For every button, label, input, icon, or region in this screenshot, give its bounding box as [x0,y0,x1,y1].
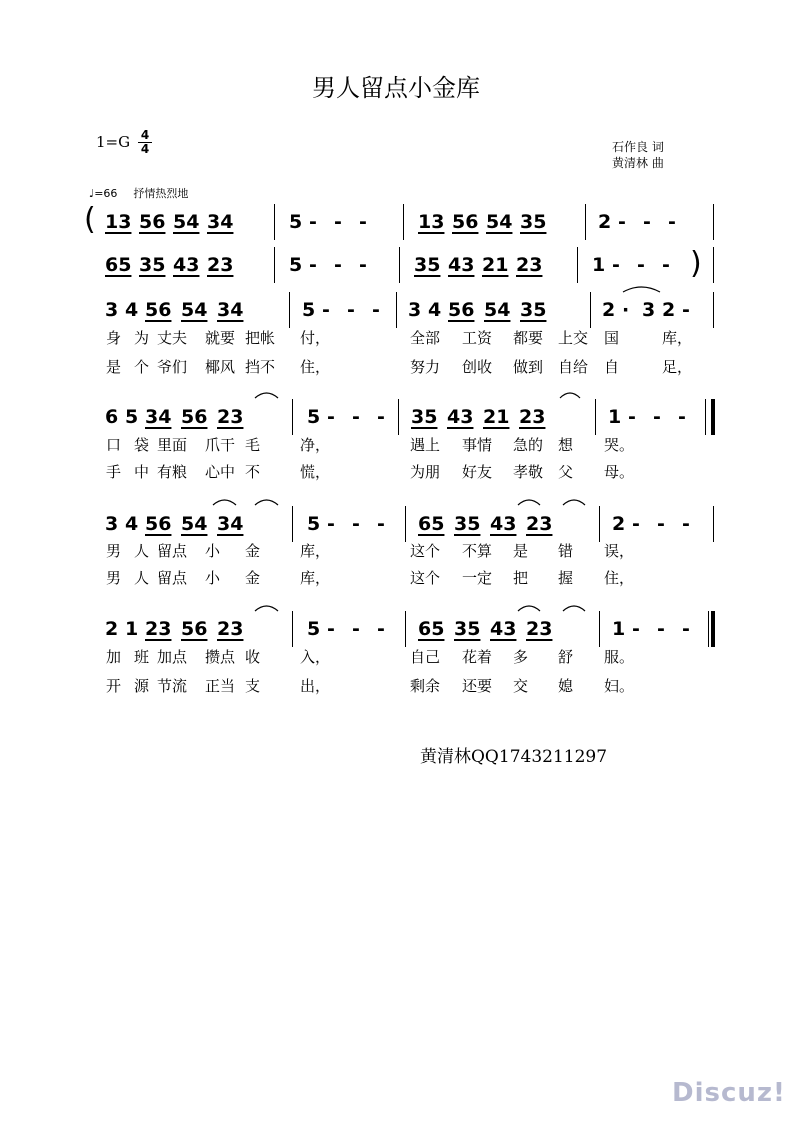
note [181,405,207,429]
note: 3 [105,299,119,321]
note: - [682,299,690,321]
slur-arc [255,500,278,505]
note: 5 [307,618,321,640]
expression-marking: 抒情热烈地 [133,187,189,200]
note: - [643,211,651,233]
beamed-notes: 23 [207,254,234,276]
lyric-word: 事情 [462,436,493,454]
note: - [682,618,690,640]
lyric-word: 都要 [513,329,544,347]
lyric-word: 父 [558,463,574,481]
lyric-word: 剩余 [410,677,441,695]
note: 2 [612,513,626,535]
note: - [668,211,676,233]
note: - [327,513,335,535]
lyricist-credit: 石作良 词 [612,140,664,154]
bar-line [705,399,706,435]
lyric-word: 母。 [604,463,635,481]
note: 4 [428,299,442,321]
note [484,298,510,322]
beamed-notes: 56 [139,211,166,233]
lyric-word: 交 [513,677,529,695]
bar-line [405,611,406,647]
lyric-word: 开 [106,677,122,695]
note: 3 [408,299,422,321]
note: - [377,618,385,640]
note: - [309,254,317,276]
lyric-word: 这个 [410,569,441,587]
time-signature [138,129,152,156]
note: - [682,513,690,535]
lyric-word: 源 [134,677,150,695]
bar-line [713,204,714,240]
note: - [377,406,385,428]
lyric-word: 急的 [513,436,544,454]
note [447,405,473,429]
bar-line [599,611,600,647]
lyric-word: 想 [558,436,574,454]
note [411,405,437,429]
repeat-open-paren: ( [84,202,96,237]
beamed-notes: 35 [411,406,438,428]
bar-line [713,247,714,283]
lyric-word: 库， [662,329,693,347]
slur-arc [255,393,278,398]
bar-line [595,399,596,435]
beamed-notes: 43 [447,406,474,428]
time-signature-bottom: 4 [140,142,150,156]
beamed-notes: 35 [414,254,441,276]
beamed-notes: 35 [454,513,481,535]
lyric-word: 人 [134,542,150,560]
note [490,512,516,536]
beamed-notes: 34 [217,513,244,535]
note: - [327,406,335,428]
composer-credit: 黄清林 曲 [612,156,664,170]
note: 2 [598,211,612,233]
beamed-notes: 65 [418,513,445,535]
note-group [418,210,444,234]
tempo-marking: ♩=66 [89,187,118,200]
lyric-word: 慌， [300,463,331,481]
watermark: Discuz! [672,1078,786,1108]
lyric-word: 为 [134,329,150,347]
beamed-notes: 56 [452,211,479,233]
lyric-word: 人 [134,569,150,587]
beamed-notes: 34 [217,299,244,321]
lyric-word: 花着 [462,648,493,666]
note: 2 [602,299,616,321]
note [145,512,171,536]
note: - [657,618,665,640]
signature: 黄清林QQ1743211297 [420,747,608,767]
bar-line [274,204,275,240]
lyric-word: 服。 [604,648,635,666]
lyric-word: 自给 [558,358,589,376]
bar-line [292,506,293,542]
lyric-word: 握 [558,569,574,587]
note: - [632,618,640,640]
note [490,617,516,641]
lyric-word: 工资 [462,329,493,347]
lyric-word: 身 [106,329,122,347]
note: - [653,406,661,428]
note-group [516,253,542,277]
lyric-word: 男 [106,542,122,560]
note: 3 [105,513,119,535]
slur-arc [563,606,585,611]
note-group [414,253,440,277]
lyric-word: 留点 [157,569,188,587]
beamed-notes: 56 [181,406,208,428]
bar-line [403,204,404,240]
bar-line [292,611,293,647]
note: - [377,513,385,535]
note: 4 [125,513,139,535]
note-group [207,253,233,277]
note-group [105,210,131,234]
beamed-notes: 56 [145,299,172,321]
lyric-word: 就要 [205,329,236,347]
bar-line [713,506,714,542]
note-group [207,210,233,234]
lyric-word: 孝敬 [513,463,544,481]
lyric-word: 国 [604,329,620,347]
note [181,512,207,536]
note [526,617,552,641]
lyric-word: 舒 [558,648,574,666]
beamed-notes: 65 [105,254,132,276]
lyric-word: 做到 [513,358,544,376]
note: 4 [125,299,139,321]
note: 1 [125,618,139,640]
note: - [372,299,380,321]
beamed-notes: 35 [454,618,481,640]
beamed-notes: 35 [520,299,547,321]
note: - [618,211,626,233]
note: - [657,513,665,535]
bar-line [405,506,406,542]
note [217,405,243,429]
note [181,298,207,322]
beamed-notes: 43 [173,254,200,276]
note [217,617,243,641]
note: - [352,618,360,640]
bar-line [399,247,400,283]
slur-arc [518,500,540,505]
beamed-notes: 54 [173,211,200,233]
bar-line [713,292,714,328]
key-signature: 1=G [96,133,131,151]
bar-line [599,506,600,542]
note: 1 [592,254,606,276]
lyric-word: 爷们 [157,358,188,376]
note: 2 [662,299,676,321]
lyric-word: 为朋 [410,463,441,481]
note: 1 [608,406,622,428]
beamed-notes: 35 [139,254,166,276]
lyric-word: 有粮 [157,463,188,481]
beamed-notes: 23 [217,618,244,640]
bar-line [585,204,586,240]
lyric-word: 丈夫 [157,329,188,347]
beamed-notes: 65 [418,618,445,640]
beamed-notes: 43 [448,254,475,276]
note [418,617,444,641]
beamed-notes: 23 [145,618,172,640]
note-group [448,253,474,277]
lyric-word: 金 [245,542,261,560]
slur-arc [563,500,585,505]
note: 1 [612,618,626,640]
lyric-word: 支 [245,677,261,695]
lyric-word: 库， [300,542,331,560]
lyric-word: 个 [134,358,150,376]
note: - [662,254,670,276]
beamed-notes: 56 [145,513,172,535]
beamed-notes: 54 [484,299,511,321]
lyric-word: 挡不 [245,358,276,376]
slur-arc [518,606,540,611]
note-group [452,210,478,234]
note [454,512,480,536]
note: - [352,513,360,535]
note [217,298,243,322]
note: · [622,299,630,321]
lyric-word: 媳 [558,677,574,695]
note: 5 [289,211,303,233]
repeat-end-bar [711,399,715,435]
lyric-word: 误， [604,542,635,560]
note: - [309,211,317,233]
lyric-word: 这个 [410,542,441,560]
note: - [612,254,620,276]
beamed-notes: 43 [490,618,517,640]
note: 5 [289,254,303,276]
lyric-word: 多 [513,648,529,666]
song-title: 男人留点小金库 [312,74,480,102]
beamed-notes: 35 [520,211,547,233]
note: - [352,406,360,428]
beamed-notes: 13 [105,211,132,233]
lyric-word: 里面 [157,436,188,454]
note: 6 [105,406,119,428]
note [145,405,171,429]
lyric-word: 男 [106,569,122,587]
beamed-notes: 23 [526,618,553,640]
note-group [105,253,131,277]
time-signature-top: 4 [138,129,152,143]
note: 5 [307,406,321,428]
slur-arc [213,500,236,505]
beamed-notes: 43 [490,513,517,535]
lyric-word: 把帐 [245,329,276,347]
lyric-word: 不算 [462,542,493,560]
lyric-word: 金 [245,569,261,587]
lyric-word: 毛 [245,436,261,454]
beamed-notes: 56 [181,618,208,640]
lyric-word: 小 [205,569,221,587]
beamed-notes: 54 [181,299,208,321]
lyric-word: 遇上 [410,436,441,454]
note-group [520,210,546,234]
beamed-notes: 23 [526,513,553,535]
lyric-word: 还要 [462,677,493,695]
note [519,405,545,429]
bar-line [577,247,578,283]
beamed-notes: 21 [482,254,509,276]
lyric-word: 创收 [462,358,493,376]
note: - [637,254,645,276]
note: - [334,211,342,233]
beamed-notes: 56 [448,299,475,321]
lyric-word: 妇。 [604,677,635,695]
note: - [347,299,355,321]
note: - [334,254,342,276]
note: 3 [642,299,656,321]
lyric-word: 足， [662,358,693,376]
lyric-word: 是 [513,542,529,560]
note: 5 [307,513,321,535]
lyric-word: 哭。 [604,436,635,454]
note [145,298,171,322]
lyric-word: 袋 [134,436,150,454]
note-group [139,210,165,234]
note [520,298,546,322]
lyric-word: 是 [106,358,122,376]
note [145,617,171,641]
note [448,298,474,322]
lyric-word: 全部 [410,329,441,347]
note [483,405,509,429]
note: - [632,513,640,535]
tempo-line [89,185,188,201]
lyric-word: 小 [205,542,221,560]
lyric-word: 住， [300,358,331,376]
lyric-word: 班 [134,648,150,666]
note-group [173,253,199,277]
repeat-close-paren: ) [690,246,702,281]
lyric-word: 加 [106,648,122,666]
lyric-word: 手 [106,463,122,481]
lyric-word: 出， [300,677,331,695]
lyric-word: 加点 [157,648,188,666]
lyric-word: 自己 [410,648,441,666]
lyric-word: 爪干 [205,436,236,454]
bar-line [274,247,275,283]
lyric-word: 收 [245,648,261,666]
note-group [173,210,199,234]
lyric-word: 椰风 [205,358,236,376]
lyric-word: 心中 [205,463,236,481]
bar-line [292,399,293,435]
note [217,512,243,536]
final-bar [711,611,715,647]
bar-line [396,292,397,328]
note [181,617,207,641]
note [454,617,480,641]
beamed-notes: 23 [217,406,244,428]
lyric-word: 付， [300,329,331,347]
lyric-word: 中 [134,463,150,481]
note-group [486,210,512,234]
lyric-word: 攒点 [205,648,236,666]
bar-line [708,611,709,647]
note [418,512,444,536]
bar-line [590,292,591,328]
beamed-notes: 21 [483,406,510,428]
lyric-word: 好友 [462,463,493,481]
lyric-word: 住， [604,569,635,587]
lyric-word: 口 [106,436,122,454]
lyric-word: 节流 [157,677,188,695]
bar-line [398,399,399,435]
lyric-word: 库， [300,569,331,587]
note: - [327,618,335,640]
lyric-word: 努力 [410,358,441,376]
note: - [359,254,367,276]
lyric-word: 净， [300,436,331,454]
beamed-notes: 34 [145,406,172,428]
lyric-word: 一定 [462,569,493,587]
beamed-notes: 34 [207,211,234,233]
lyric-word: 正当 [205,677,236,695]
note: - [359,211,367,233]
lyric-word: 不 [245,463,261,481]
beamed-notes: 13 [418,211,445,233]
lyric-word: 上交 [558,329,589,347]
tie-arc [623,287,660,292]
note: - [322,299,330,321]
beamed-notes: 23 [516,254,543,276]
note: 5 [125,406,139,428]
lyric-word: 把 [513,569,529,587]
lyric-word: 留点 [157,542,188,560]
lyric-word: 自 [604,358,620,376]
beamed-notes: 23 [519,406,546,428]
beamed-notes: 54 [486,211,513,233]
note: 2 [105,618,119,640]
note-group [139,253,165,277]
note [526,512,552,536]
note-group [482,253,508,277]
slur-arc [255,606,278,611]
lyric-word: 错 [558,542,574,560]
bar-line [289,292,290,328]
lyric-word: 入， [300,648,331,666]
note: 5 [302,299,316,321]
note: - [678,406,686,428]
note: - [628,406,636,428]
slur-arc [560,393,580,398]
beamed-notes: 54 [181,513,208,535]
